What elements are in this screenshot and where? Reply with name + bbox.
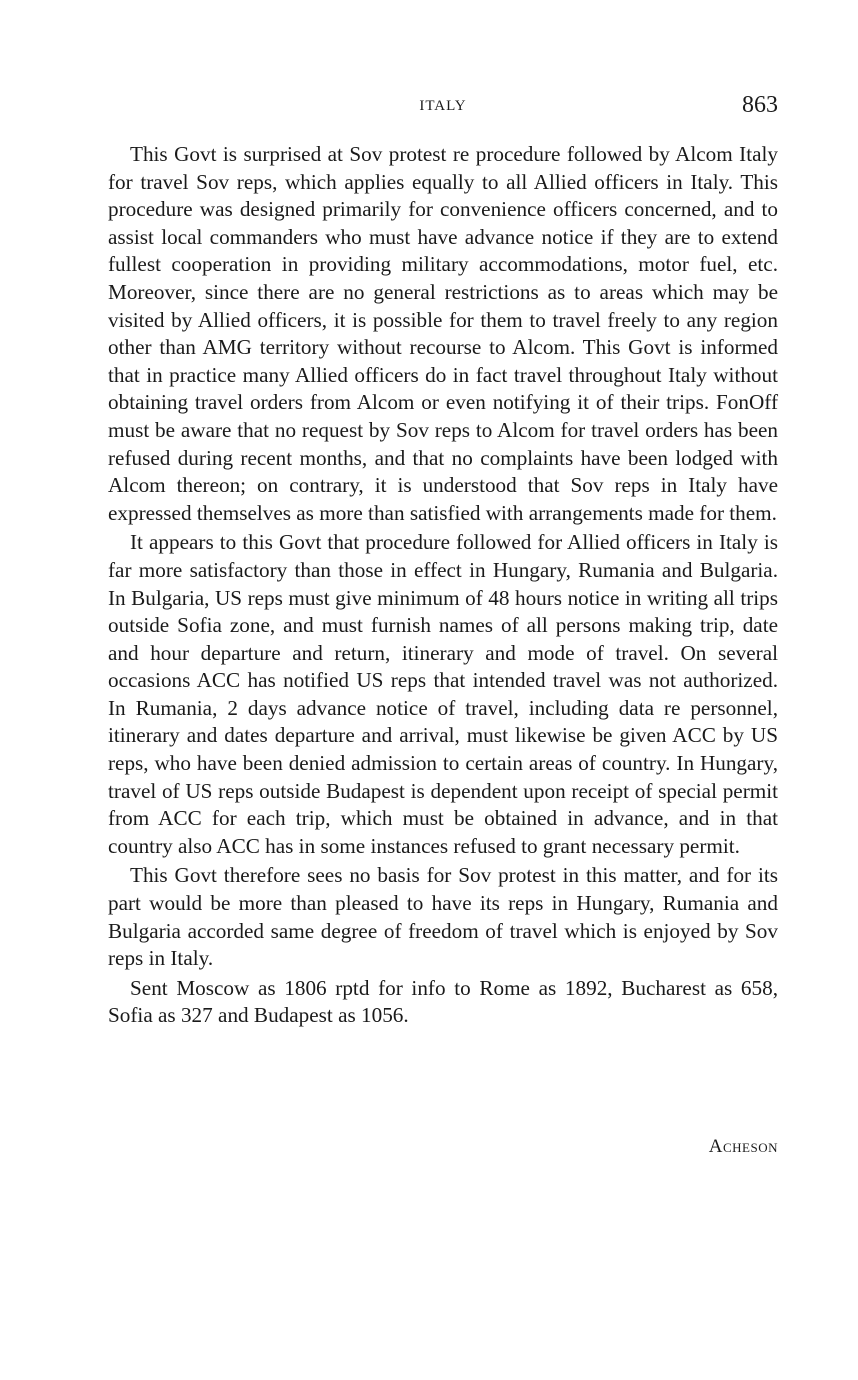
- signature: Acheson: [708, 1136, 778, 1157]
- running-header: [108, 92, 778, 124]
- paragraph-4: Sent Moscow as 1806 rptd for info to Rome as 1892, Bucharest as 658, Sofia as 327 and Budapest as 1056.: [108, 975, 778, 1028]
- paragraph-1: This Govt is surprised at Sov protest re procedure followed by Alcom Italy for travel Sov reps, which applies equally to all Allied officers in Italy. This procedure was designed primarily for convenience officers concerned, and to assist local commanders who must have advance notice if they are to extend fullest cooperation in providing military accommodations, motor fuel, etc. Moreover, since there are no general restrictions as to areas which may be visited by Allied officers, it is possible for them to travel freely to any region other than AMG territory without recourse to Alcom. This Govt is informed that in practice many Allied officers do in fact travel throughout Italy without obtaining travel orders from Alcom or even notifying it of their trips. FonOff must be aware that no request by Sov reps to Alcom for travel orders has been refused during recent months, and that no complaints have been lodged with Alcom thereon; on contrary, it is understood that Sov reps in Italy have expressed themselves as more than satisfied with arrangements made for them.: [108, 142, 778, 525]
- body-text: [108, 141, 778, 1032]
- running-title: ITALY: [419, 98, 467, 114]
- paragraph-3: This Govt therefore sees no basis for Sov protest in this matter, and for its part would be more than pleased to have its reps in Hungary, Rumania and Bulgaria accorded same degree of freedom of travel which is enjoyed by Sov reps in Italy.: [108, 863, 778, 971]
- paragraph-2: It appears to this Govt that procedure followed for Allied officers in Italy is far more satisfactory than those in effect in Hungary, Rumania and Bulgaria. In Bulgaria, US reps must give minimum of 48 hours notice in writing all trips outside Sofia zone, and must furnish names of all persons making trip, date and hour departure and return, itinerary and mode of travel. On several occasions ACC has notified US reps that intended travel was not authorized. In Rumania, 2 days advance notice of travel, including data re personnel, itinerary and dates departure and arrival, must likewise be given ACC by US reps, who have been denied admission to certain areas of country. In Hungary, travel of US reps outside Budapest is dependent upon receipt of special permit from ACC for each trip, which must be obtained in advance, and in that country also ACC has in some instances refused to grant necessary permit.: [108, 530, 778, 858]
- page-number: 863: [742, 92, 778, 118]
